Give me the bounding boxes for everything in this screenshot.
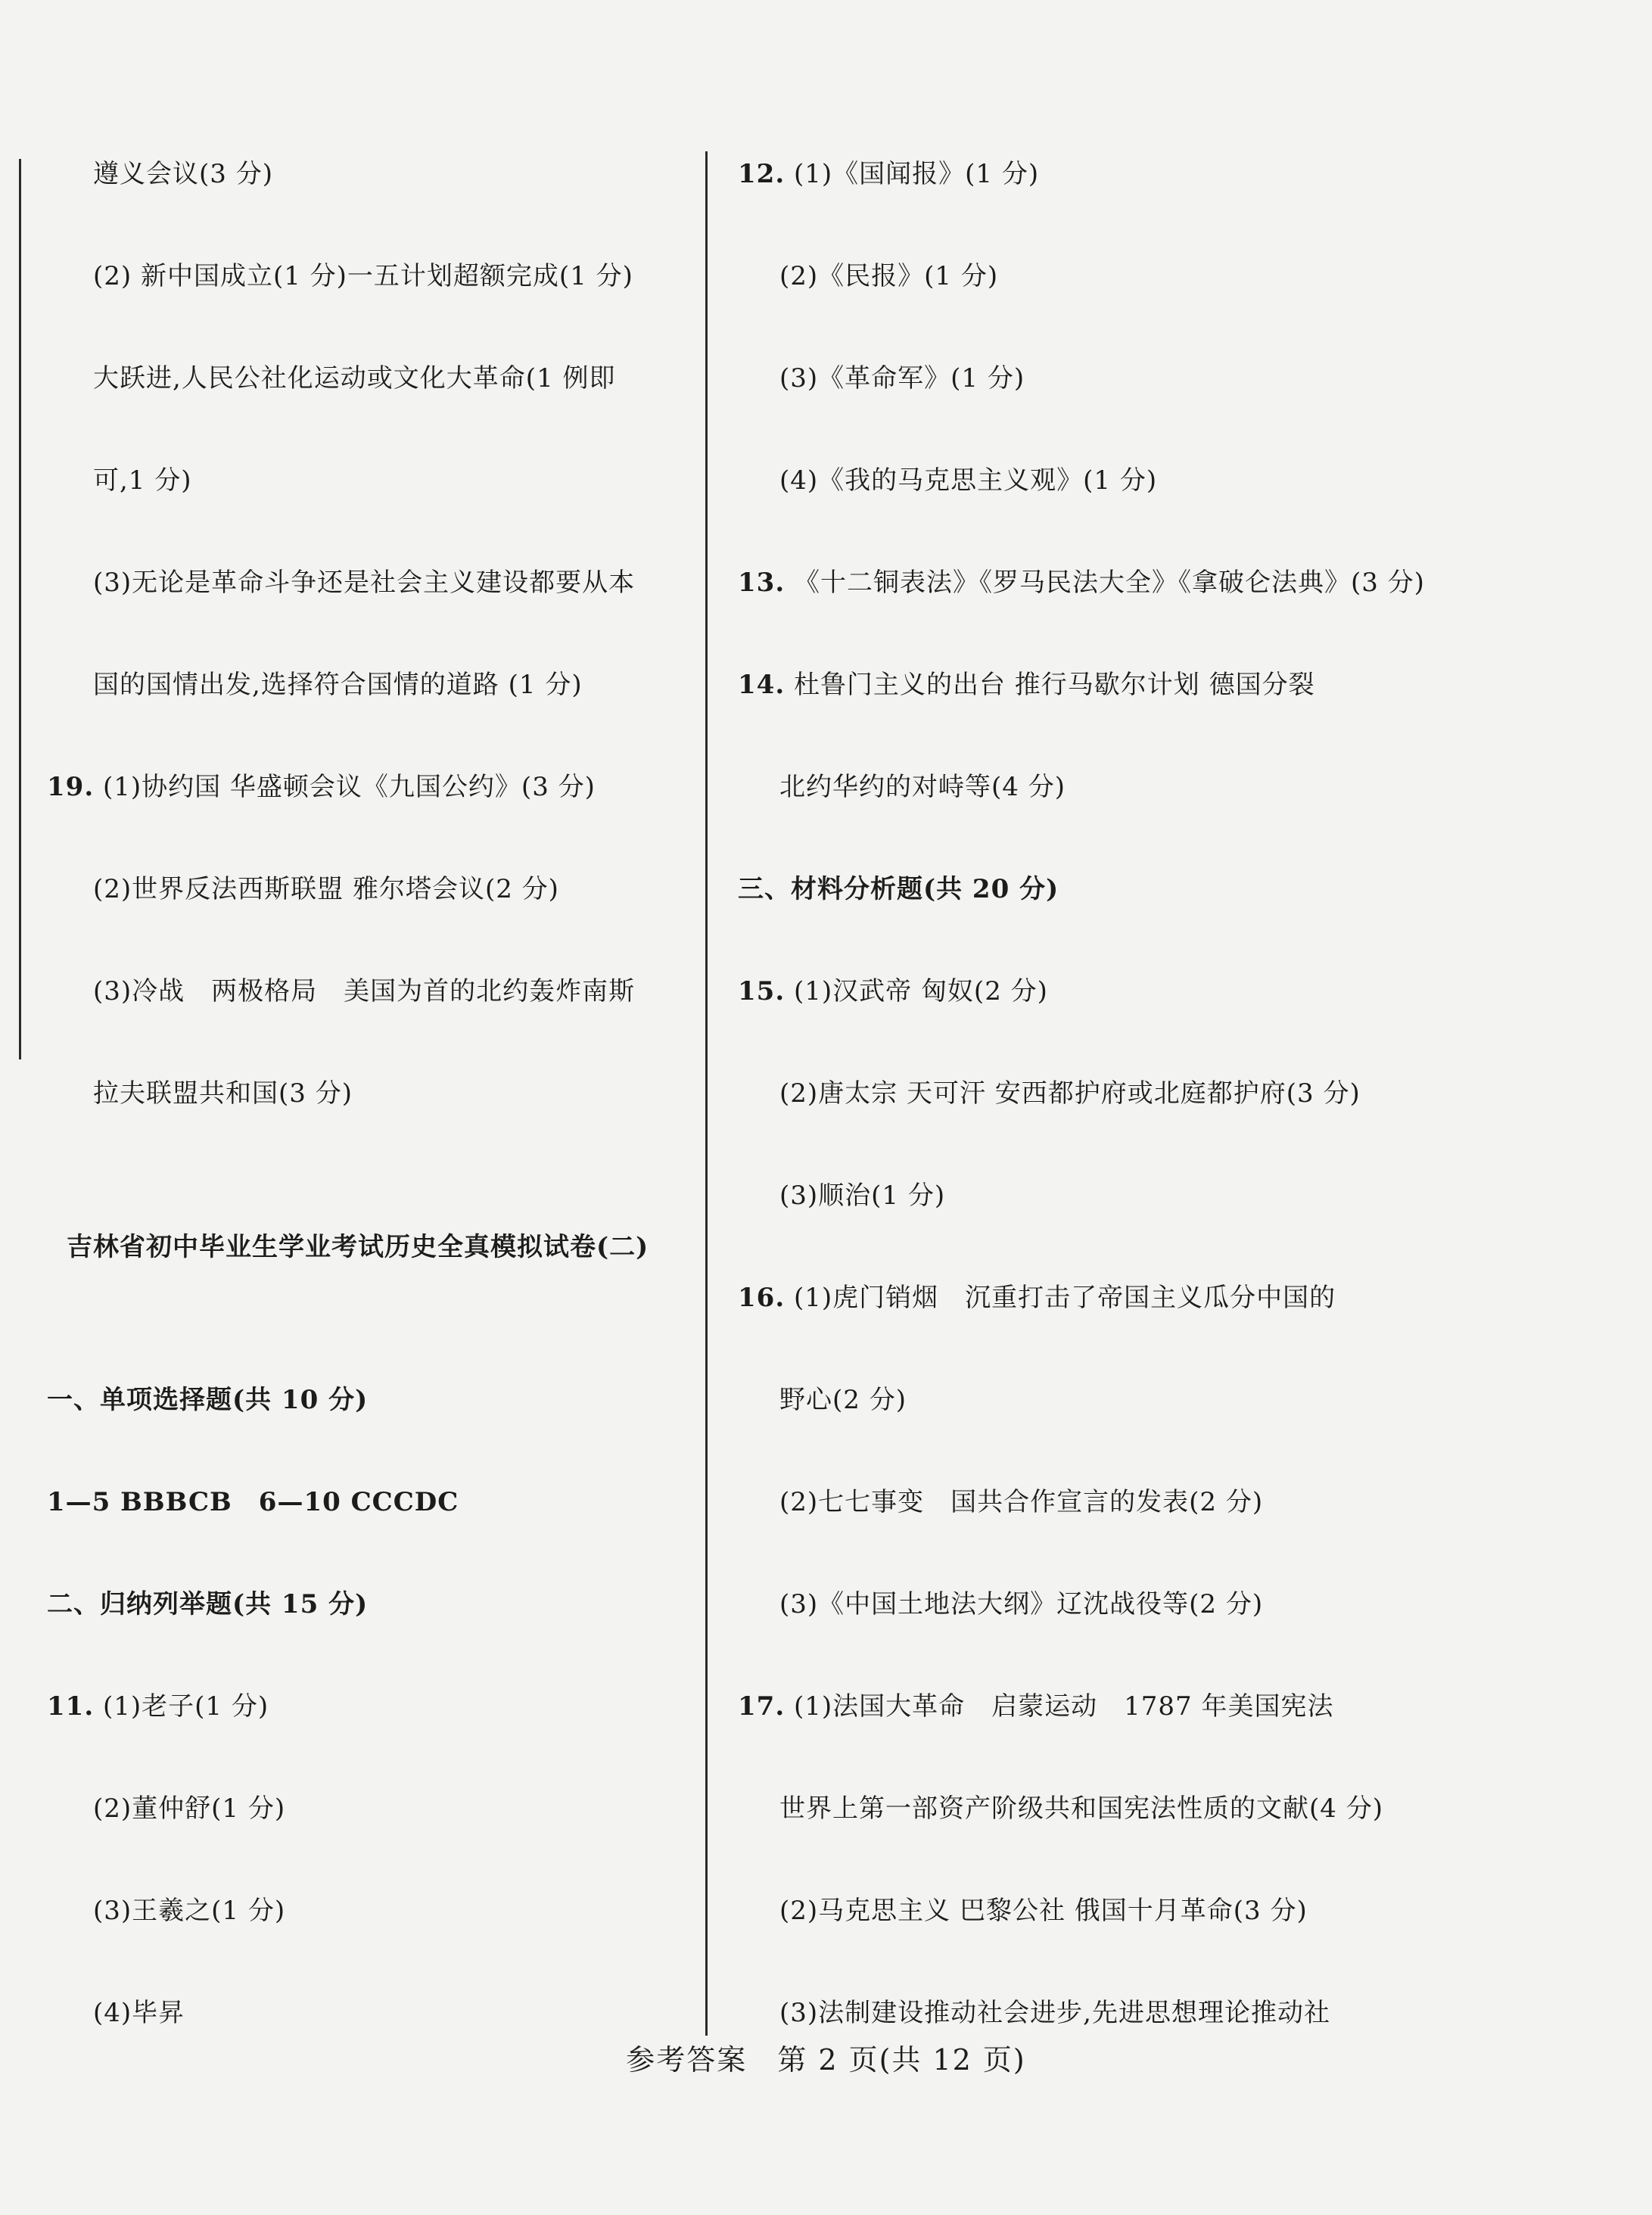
right-line-15 [779,1589,1263,1619]
choice-answers [47,1487,459,1517]
line-text: 世界上第一部资产阶级共和国宪法性质的文献(4 分) [779,1793,1383,1824]
line-text: 大跃进,人民公社化运动或文化大革命(1 例即 [93,363,616,394]
right-line-18 [779,1896,1308,1926]
question-13 [738,568,1425,598]
question-19 [47,772,596,802]
right-line-2 [779,261,998,291]
left-margin-rule [19,159,21,1059]
question-number: 11. [47,1691,95,1722]
question-12 [738,159,1039,189]
question-number: 14. [738,670,786,700]
left-line-18 [93,1998,185,2028]
left-line-3 [93,363,616,394]
section-heading-text: 二、归纳列举题(共 15 分) [47,1589,369,1619]
line-text: (4)《我的马克思主义观》(1 分) [779,465,1158,496]
line-text: (1)汉武帝 匈奴(2 分) [793,976,1048,1006]
section-heading-text: 一、单项选择题(共 10 分) [47,1385,369,1415]
right-line-14 [779,1487,1263,1517]
question-number: 13. [738,568,786,598]
section-heading-2 [47,1589,368,1619]
page-footer: 参考答案 第 2 页(共 12 页) [626,2043,1026,2077]
exam-title [67,1232,649,1262]
line-text: (3)冷战 两极格局 美国为首的北约轰炸南斯 [93,976,636,1006]
line-text: 拉夫联盟共和国(3 分) [93,1078,353,1109]
left-line-1 [93,159,273,189]
line-text: (3)《革命军》(1 分) [779,363,1025,394]
left-line-2 [93,261,633,291]
line-text: (4)毕昇 [93,1998,185,2028]
section-heading-text: 三、材料分析题(共 20 分) [738,874,1059,904]
question-16 [738,1283,1336,1313]
question-number: 16. [738,1283,786,1313]
question-number: 12. [738,159,786,189]
right-line-17 [779,1793,1383,1824]
line-text: (3)法制建设推动社会进步,先进思想理论推动社 [779,1998,1330,2028]
line-text: (2) 新中国成立(1 分)一五计划超额完成(1 分) [93,261,633,291]
line-text: (2)《民报》(1 分) [779,261,999,291]
line-text: (2)唐太宗 天可汗 安西都护府或北庭都护府(3 分) [779,1078,1361,1109]
line-text: (1)老子(1 分) [102,1691,269,1722]
left-line-8 [93,874,559,904]
section-heading-1 [47,1385,368,1415]
choice-answers-text: 1—5 BBBCB 6—10 CCCDC [47,1487,459,1517]
line-text: 野心(2 分) [779,1385,907,1415]
line-text: (1)虎门销烟 沉重打击了帝国主义瓜分中国的 [793,1283,1336,1313]
line-text: (1)《国闻报》(1 分) [793,159,1040,189]
question-17 [738,1691,1333,1722]
right-line-19 [779,1998,1330,2028]
line-text: 杜鲁门主义的出台 推行马歇尔计划 德国分裂 [793,670,1315,700]
section-heading-3 [738,874,1059,904]
right-line-11 [779,1181,945,1211]
line-text: (2)董仲舒(1 分) [93,1793,286,1824]
line-text: (3)《中国土地法大纲》辽沈战役等(2 分) [779,1589,1264,1619]
question-11 [47,1691,269,1722]
line-text: (3)王羲之(1 分) [93,1896,286,1926]
left-line-10 [93,1078,353,1109]
exam-title-text: 吉林省初中毕业生学业考试历史全真模拟试卷(二) [67,1232,649,1262]
question-14 [738,670,1315,700]
line-text: 《十二铜表法》《罗马民法大全》《拿破仑法典》(3 分) [793,568,1425,598]
right-line-10 [779,1078,1361,1109]
line-text: (3)无论是革命斗争还是社会主义建设都要从本 [93,568,636,598]
line-text: 可,1 分) [93,465,192,496]
line-text: (3)顺治(1 分) [779,1181,946,1211]
line-text: (1)法国大革命 启蒙运动 1787 年美国宪法 [793,1691,1334,1722]
left-line-16 [93,1793,285,1824]
line-text: 遵义会议(3 分) [93,159,273,189]
left-line-6 [93,670,583,700]
left-line-5 [93,568,635,598]
right-line-4 [779,465,1157,496]
left-line-9 [93,976,635,1006]
right-line-3 [779,363,1025,394]
left-line-17 [93,1896,285,1926]
line-text: (2)世界反法西斯联盟 雅尔塔会议(2 分) [93,874,559,904]
line-text: (2)七七事变 国共合作宣言的发表(2 分) [779,1487,1264,1517]
line-text: (2)马克思主义 巴黎公社 俄国十月革命(3 分) [779,1896,1308,1926]
line-text: (1)协约国 华盛顿会议《九国公约》(3 分) [102,772,596,802]
question-number: 15. [738,976,786,1006]
line-text: 国的国情出发,选择符合国情的道路 (1 分) [93,670,583,700]
right-line-7 [779,772,1066,802]
right-line-13 [779,1385,907,1415]
line-text: 北约华约的对峙等(4 分) [779,772,1066,802]
left-line-4 [93,465,192,496]
column-divider [705,151,708,2036]
question-number: 17. [738,1691,786,1722]
question-15 [738,976,1048,1006]
question-number: 19. [47,772,95,802]
